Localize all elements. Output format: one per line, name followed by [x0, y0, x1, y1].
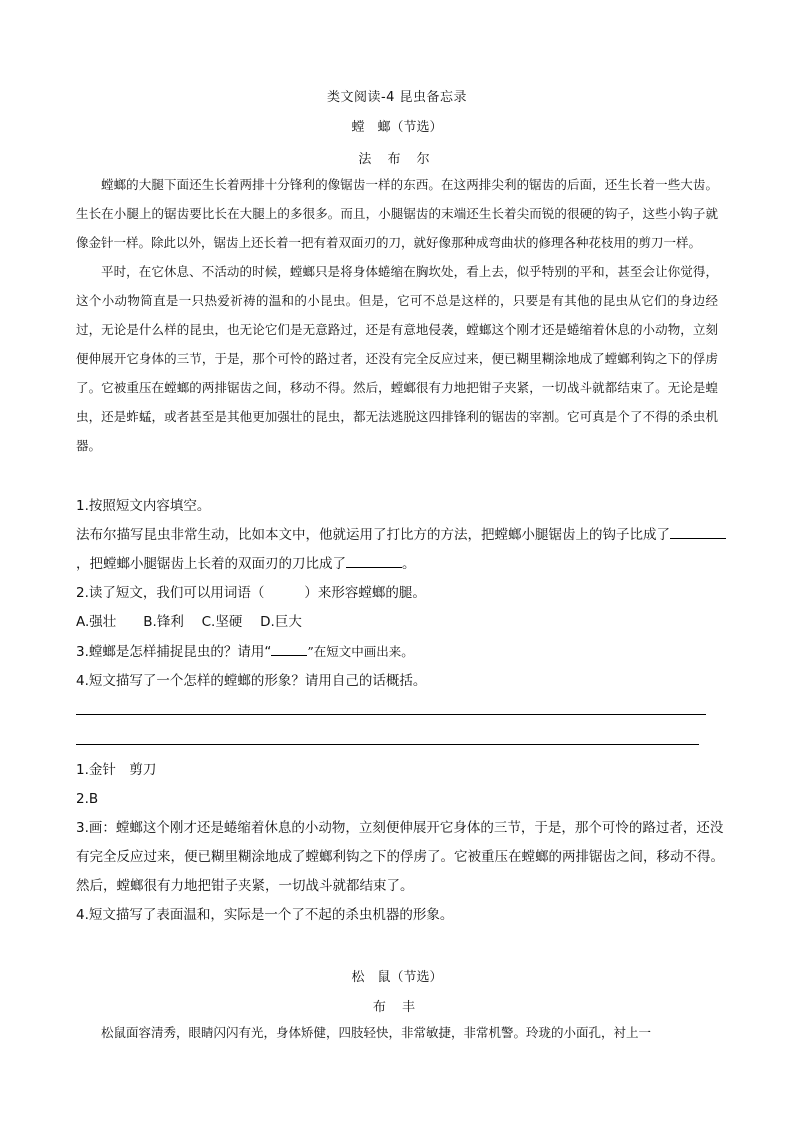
- passage2-title: 松 鼠（节选）: [351, 970, 443, 985]
- question-1-text-c: ，把螳螂小腿锯齿上长着的双面刃的刀比成了: [76, 556, 346, 572]
- question-1-label: 1.按照短文内容填空。: [76, 498, 211, 514]
- question-3-text: [76, 637, 726, 667]
- answers-block: [76, 756, 726, 930]
- question-4-text: 4.短文描写了一个怎样的螳螂的形象？请用自己的话概括。: [76, 673, 427, 689]
- question-2-options: A.强壮 B.锋利 C.坚硬 D.巨大: [76, 614, 302, 630]
- question-1-text: [76, 521, 726, 579]
- document-title: 类文阅读-4 昆虫备忘录: [326, 90, 468, 105]
- question-2-text-a: 2.读了短文，我们可以用词语（: [76, 585, 265, 601]
- passage1-title: 螳 螂（节选）: [351, 120, 443, 135]
- answer-4: 4.短文描写了表面温和，实际是一个了不起的杀虫机器的形象。: [76, 907, 454, 923]
- answer-1: 1.金针 剪刀: [76, 762, 157, 778]
- passage2-author: 布 丰: [372, 1000, 422, 1015]
- answer-2: 2.B: [76, 791, 99, 807]
- question-3-text-b: ”在短文中画出来。: [307, 644, 414, 659]
- question-2-text-b: ）来形容螳螂的腿。: [304, 585, 426, 601]
- underline-mark: [271, 641, 307, 656]
- answer-3: 3.画：螳螂这个刚才还是蜷缩着休息的小动物，立刻便伸展开它身体的三节，于是，那个可怜的路过者，还没有完全反应过来，便已糊里糊涂地成了螳螂利钩之下的俘虏了。它被重压在螳螂的两排锯齿之间，移动不得。然后，螳螂很有力地把钳子夹紧，一切战斗就都结束了。: [76, 820, 724, 894]
- question-2-text: [76, 579, 726, 608]
- questions-block: [76, 492, 726, 696]
- question-1-text-a: 法布尔描写昆虫非常生动，比如本文中，他就运用了打比方的方法，把螳螂小腿锯齿上的钩子比成: [76, 527, 657, 543]
- question-1-text-d: 。: [402, 556, 416, 572]
- question-1-text-b: 了: [656, 527, 670, 543]
- answer-blank[interactable]: [670, 524, 726, 539]
- passage1-paragraph: 螳螂的大腿下面还生长着两排十分锋利的像锯齿一样的东西。在这两排尖利的锯齿的后面，还生长着一些大齿。生长在小腿上的锯齿要比长在大腿上的多很多。而且，小腿锯齿的末端还生长着尖而锐的很硬的钩子，这些小钩子就像金针一样。除此以外，锯齿上还长着一把有着双面刃的刀，就好像那种成弯曲状的修理各种花枝用的剪刀一样。: [76, 177, 718, 250]
- passage1-body: [76, 170, 718, 460]
- answer-line[interactable]: [76, 714, 706, 715]
- passage1-author: 法 布 尔: [358, 152, 436, 167]
- question-3-text-a: 3.螳螂是怎样捕捉昆虫的？请用“: [76, 644, 272, 660]
- answer-line[interactable]: [76, 744, 699, 745]
- answer-blank[interactable]: [346, 553, 402, 568]
- passage2-first-line: 松鼠面容清秀，眼睛闪闪有光，身体矫健，四肢轻快，非常敏捷，非常机警。玲珑的小面孔，衬上一: [101, 1025, 652, 1040]
- passage1-paragraph: 平时，在它休息、不活动的时候，螳螂只是将身体蜷缩在胸坎处，看上去，似乎特别的平和，甚至会让你觉得，这个小动物简直是一只热爱祈祷的温和的小昆虫。但是，它可不总是这样的，只要是有其他的昆虫从它们的身边经过，无论是什么样的昆虫，也无论它们是无意路过，还是有意地侵袭，螳螂这个刚才还是蜷缩着休息的小动物，立刻便伸展开它身体的三节，于是，那个可怜的路过者，还没有完全反应过来，便已糊里糊涂地成了螳螂利钩之下的俘虏了。它被重压在螳螂的两排锯齿之间，移动不得。然后，螳螂很有力地把钳子夹紧，一切战斗就都结束了。无论是蝗虫，还是蚱蜢，或者甚至是其他更加强壮的昆虫，都无法逃脱这四排锋利的锯齿的宰割。它可真是个了不得的杀虫机器。: [76, 264, 718, 453]
- passage2-body: [76, 1018, 718, 1047]
